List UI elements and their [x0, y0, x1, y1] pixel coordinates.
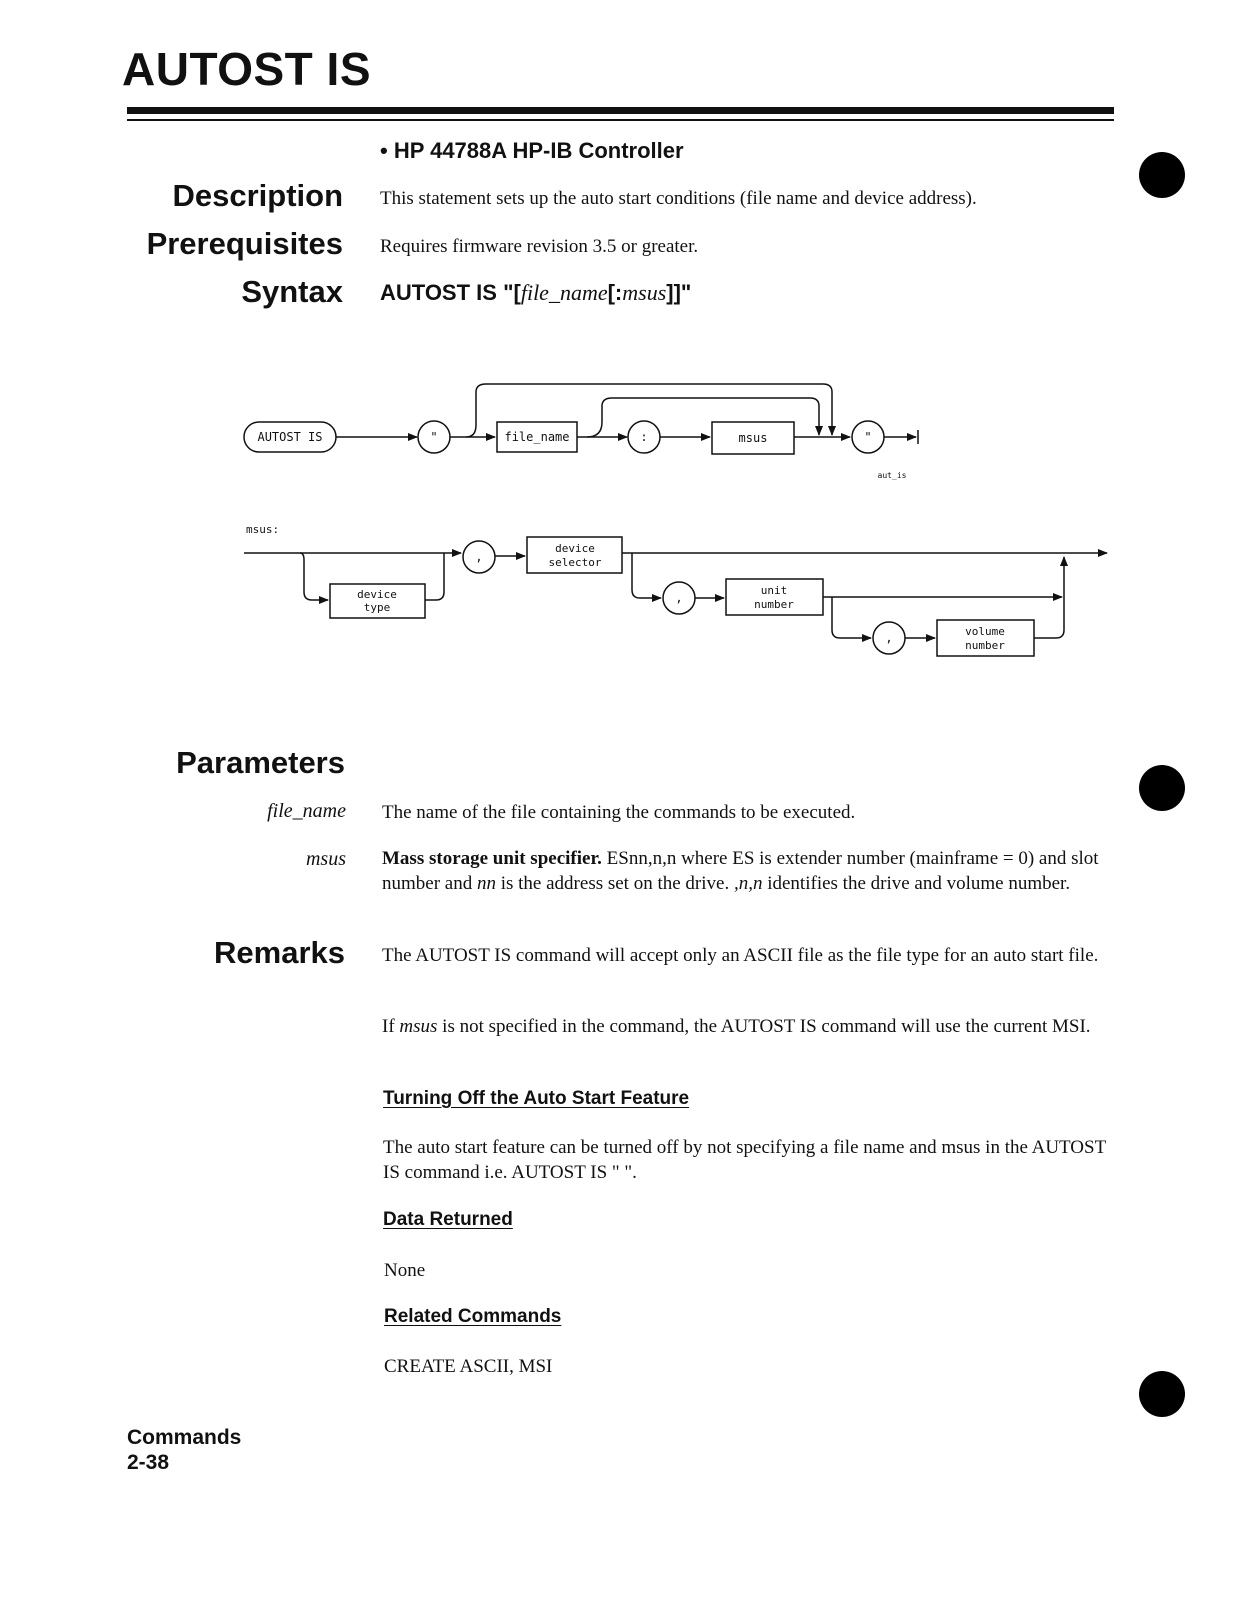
syntax-arg-file-name: file_name — [520, 280, 608, 305]
param-msus-text-1: ESnn,n,n where ES is extender number (mainframe = 0) and slot number and — [382, 848, 1099, 894]
syntax-keyword: AUTOST IS — [380, 280, 497, 305]
parameters-heading: Parameters — [176, 745, 345, 780]
related-commands-subheading: Related Commands — [384, 1306, 562, 1327]
param-msus-text-3: identifies the drive and volume number. — [762, 873, 1071, 894]
prerequisites-heading: Prerequisites — [146, 226, 343, 261]
diagram-quote-open-label: " — [430, 430, 438, 444]
param-file-name: file_name — [267, 800, 346, 822]
diagram-device-type-line2: type — [363, 601, 391, 614]
diagram-comma-1-label: , — [475, 550, 483, 564]
description-heading: Description — [172, 178, 343, 213]
diagram-start-label: AUTOST IS — [257, 430, 323, 444]
param-msus-em-2: ,n,n — [733, 873, 763, 894]
diagram-device-type-line1: device — [357, 588, 397, 601]
diagram-tag: aut_is — [877, 471, 907, 480]
footer-page-number: 2-38 — [127, 1451, 170, 1474]
diagram-msus-heading: msus: — [246, 523, 280, 536]
diagram-msus-label: msus — [738, 431, 768, 445]
diagram-device-selector-line2: selector — [548, 556, 602, 569]
param-msus-desc — [382, 846, 1114, 896]
turn-off-text: The auto start feature can be turned off by not specifying a file name and msus in the AUTOST IS command i.e. AUTOST IS " ". — [383, 1137, 1106, 1183]
diagram-unit-number-line2: number — [754, 598, 794, 611]
page-title: AUTOST IS — [122, 43, 372, 95]
diagram-comma-2-label: , — [675, 591, 683, 605]
syntax-mid: [: — [607, 280, 623, 305]
syntax-diagram — [0, 0, 1242, 720]
syntax-open: "[ — [503, 280, 521, 305]
syntax-close: ]]" — [666, 280, 692, 305]
param-msus: msus — [305, 848, 346, 870]
param-msus-lead: Mass storage unit specifier. — [382, 848, 602, 869]
description-text: This statement sets up the auto start conditions (file name and device address). — [380, 188, 977, 209]
turn-off-subheading: Turning Off the Auto Start Feature — [383, 1088, 690, 1109]
prerequisites-text: Requires firmware revision 3.5 or greater. — [380, 236, 699, 257]
diagram-unit-number-line1: unit — [760, 584, 788, 597]
remarks-p2-text-a: If — [382, 1016, 400, 1037]
footer-section: Commands — [127, 1426, 242, 1449]
binder-hole-dot — [1139, 1371, 1185, 1417]
remarks-p2-em: msus — [399, 1016, 438, 1037]
related-commands-text: CREATE ASCII, MSI — [384, 1356, 553, 1377]
remarks-paragraph-2 — [382, 1014, 1114, 1039]
diagram-colon-label: : — [640, 430, 648, 444]
remarks-paragraph-1: The AUTOST IS command will accept only an ASCII file as the file type for an auto start file. — [382, 945, 1099, 966]
param-msus-text-2: is the address set on the drive. — [495, 873, 734, 894]
diagram-volume-number-line1: volume — [965, 625, 1005, 638]
data-returned-text: None — [384, 1260, 426, 1281]
binder-hole-dot — [1139, 765, 1185, 811]
remarks-p2-text-b: is not specified in the command, the AUTOST IS command will use the current MSI. — [437, 1016, 1091, 1037]
diagram-quote-close-label: " — [864, 430, 872, 444]
remarks-heading: Remarks — [214, 935, 345, 970]
diagram-volume-number-line2: number — [965, 639, 1005, 652]
data-returned-subheading: Data Returned — [383, 1209, 513, 1230]
diagram-device-selector-line1: device — [555, 542, 595, 555]
diagram-comma-3-label: , — [885, 631, 893, 645]
applies-to: • HP 44788A HP-IB Controller — [380, 138, 684, 163]
param-file-name-desc: The name of the file containing the commands to be executed. — [382, 802, 856, 823]
param-msus-em-1: nn — [476, 873, 496, 894]
syntax-heading: Syntax — [241, 274, 343, 309]
syntax-arg-msus: msus — [622, 280, 667, 305]
diagram-file-name-label: file_name — [504, 430, 570, 444]
